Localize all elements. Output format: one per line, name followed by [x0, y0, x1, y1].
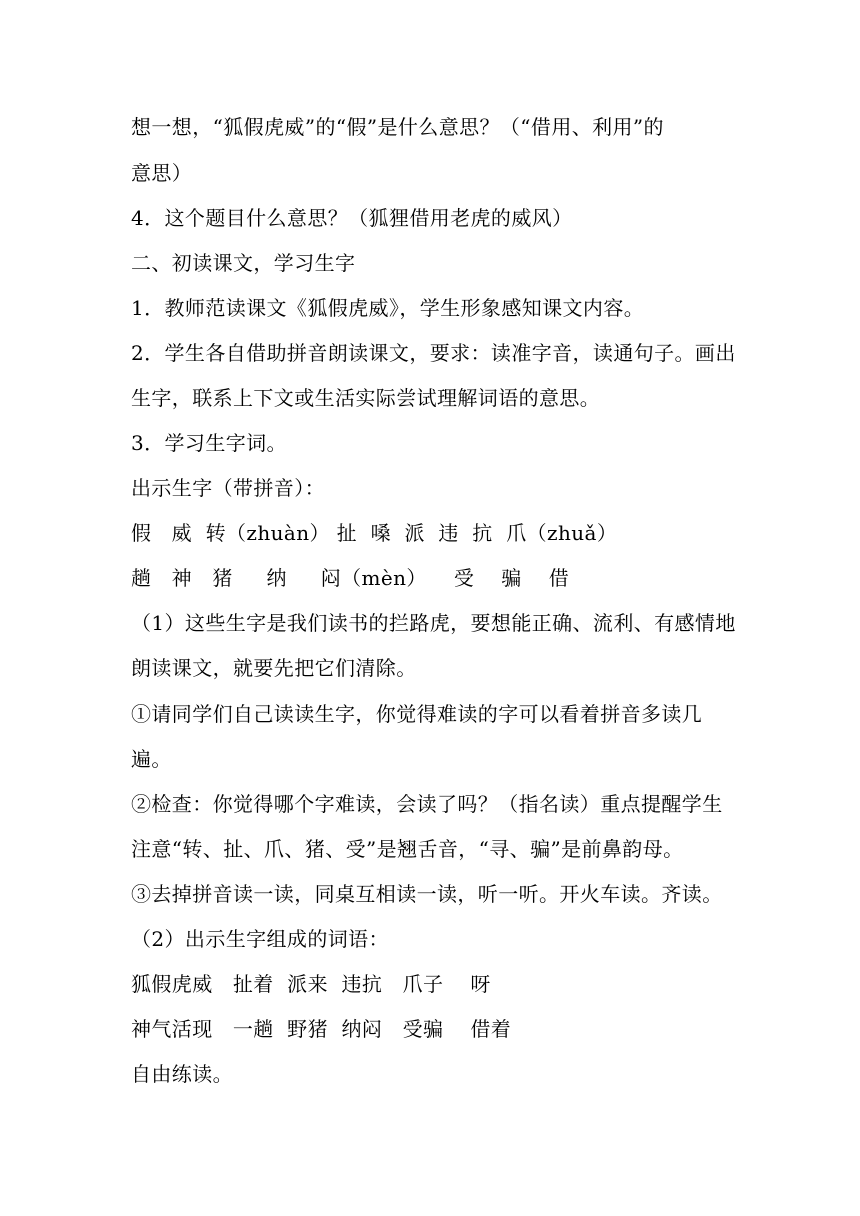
vocab-characters-row: 趟 神 猪 纳 闷（mèn） 受 骗 借: [131, 566, 570, 590]
text-line: 遍。: [131, 747, 172, 771]
text-line: 自由练读。: [131, 1062, 233, 1086]
text-line: （2）出示生字组成的词语：: [131, 927, 389, 951]
text-line: 出示生字（带拼音）：: [131, 476, 325, 500]
vocab-words-row: 神气活现 一趟 野猪 纳闷 受骗 借着: [131, 1017, 512, 1041]
text-line: 1．教师范读课文《狐假虎威》，学生形象感知课文内容。: [131, 296, 645, 320]
vocab-characters-row: 假 威 转（zhuàn） 扯 嗓 派 违 抗 爪（zhuǎ）: [131, 521, 618, 545]
text-line: 4．这个题目什么意思？（狐狸借用老虎的威风）: [131, 206, 573, 230]
text-line: 想一想，“狐假虎威”的“假”是什么意思？（“借用、利用”的: [131, 115, 664, 139]
text-line: 2．学生各自借助拼音朗读课文，要求：读准字音，读通句子。画出: [131, 341, 736, 365]
text-line: 意思）: [131, 161, 193, 185]
text-line: （1）这些生字是我们读书的拦路虎，要想能正确、流利、有感情地: [131, 611, 736, 635]
text-line: 生字，联系上下文或生活实际尝试理解词语的意思。: [131, 386, 601, 410]
text-line: 朗读课文，就要先把它们清除。: [131, 656, 417, 680]
vocab-words-row: 狐假虎威 扯着 派来 违抗 爪子 呀: [131, 972, 491, 996]
text-line: ①请同学们自己读读生字，你觉得难读的字可以看着拼音多读几: [131, 702, 703, 726]
text-line: 注意“转、扯、爪、猪、受”是翘舌音，“寻、骗”是前鼻韵母。: [131, 837, 684, 861]
section-heading: 二、初读课文，学习生字: [131, 251, 356, 275]
text-line: ②检查：你觉得哪个字难读，会读了吗？（指名读）重点提醒学生: [131, 792, 723, 816]
text-line: 3．学习生字词。: [131, 431, 287, 455]
text-line: ③去掉拼音读一读，同桌互相读一读，听一听。开火车读。齐读。: [131, 882, 723, 906]
